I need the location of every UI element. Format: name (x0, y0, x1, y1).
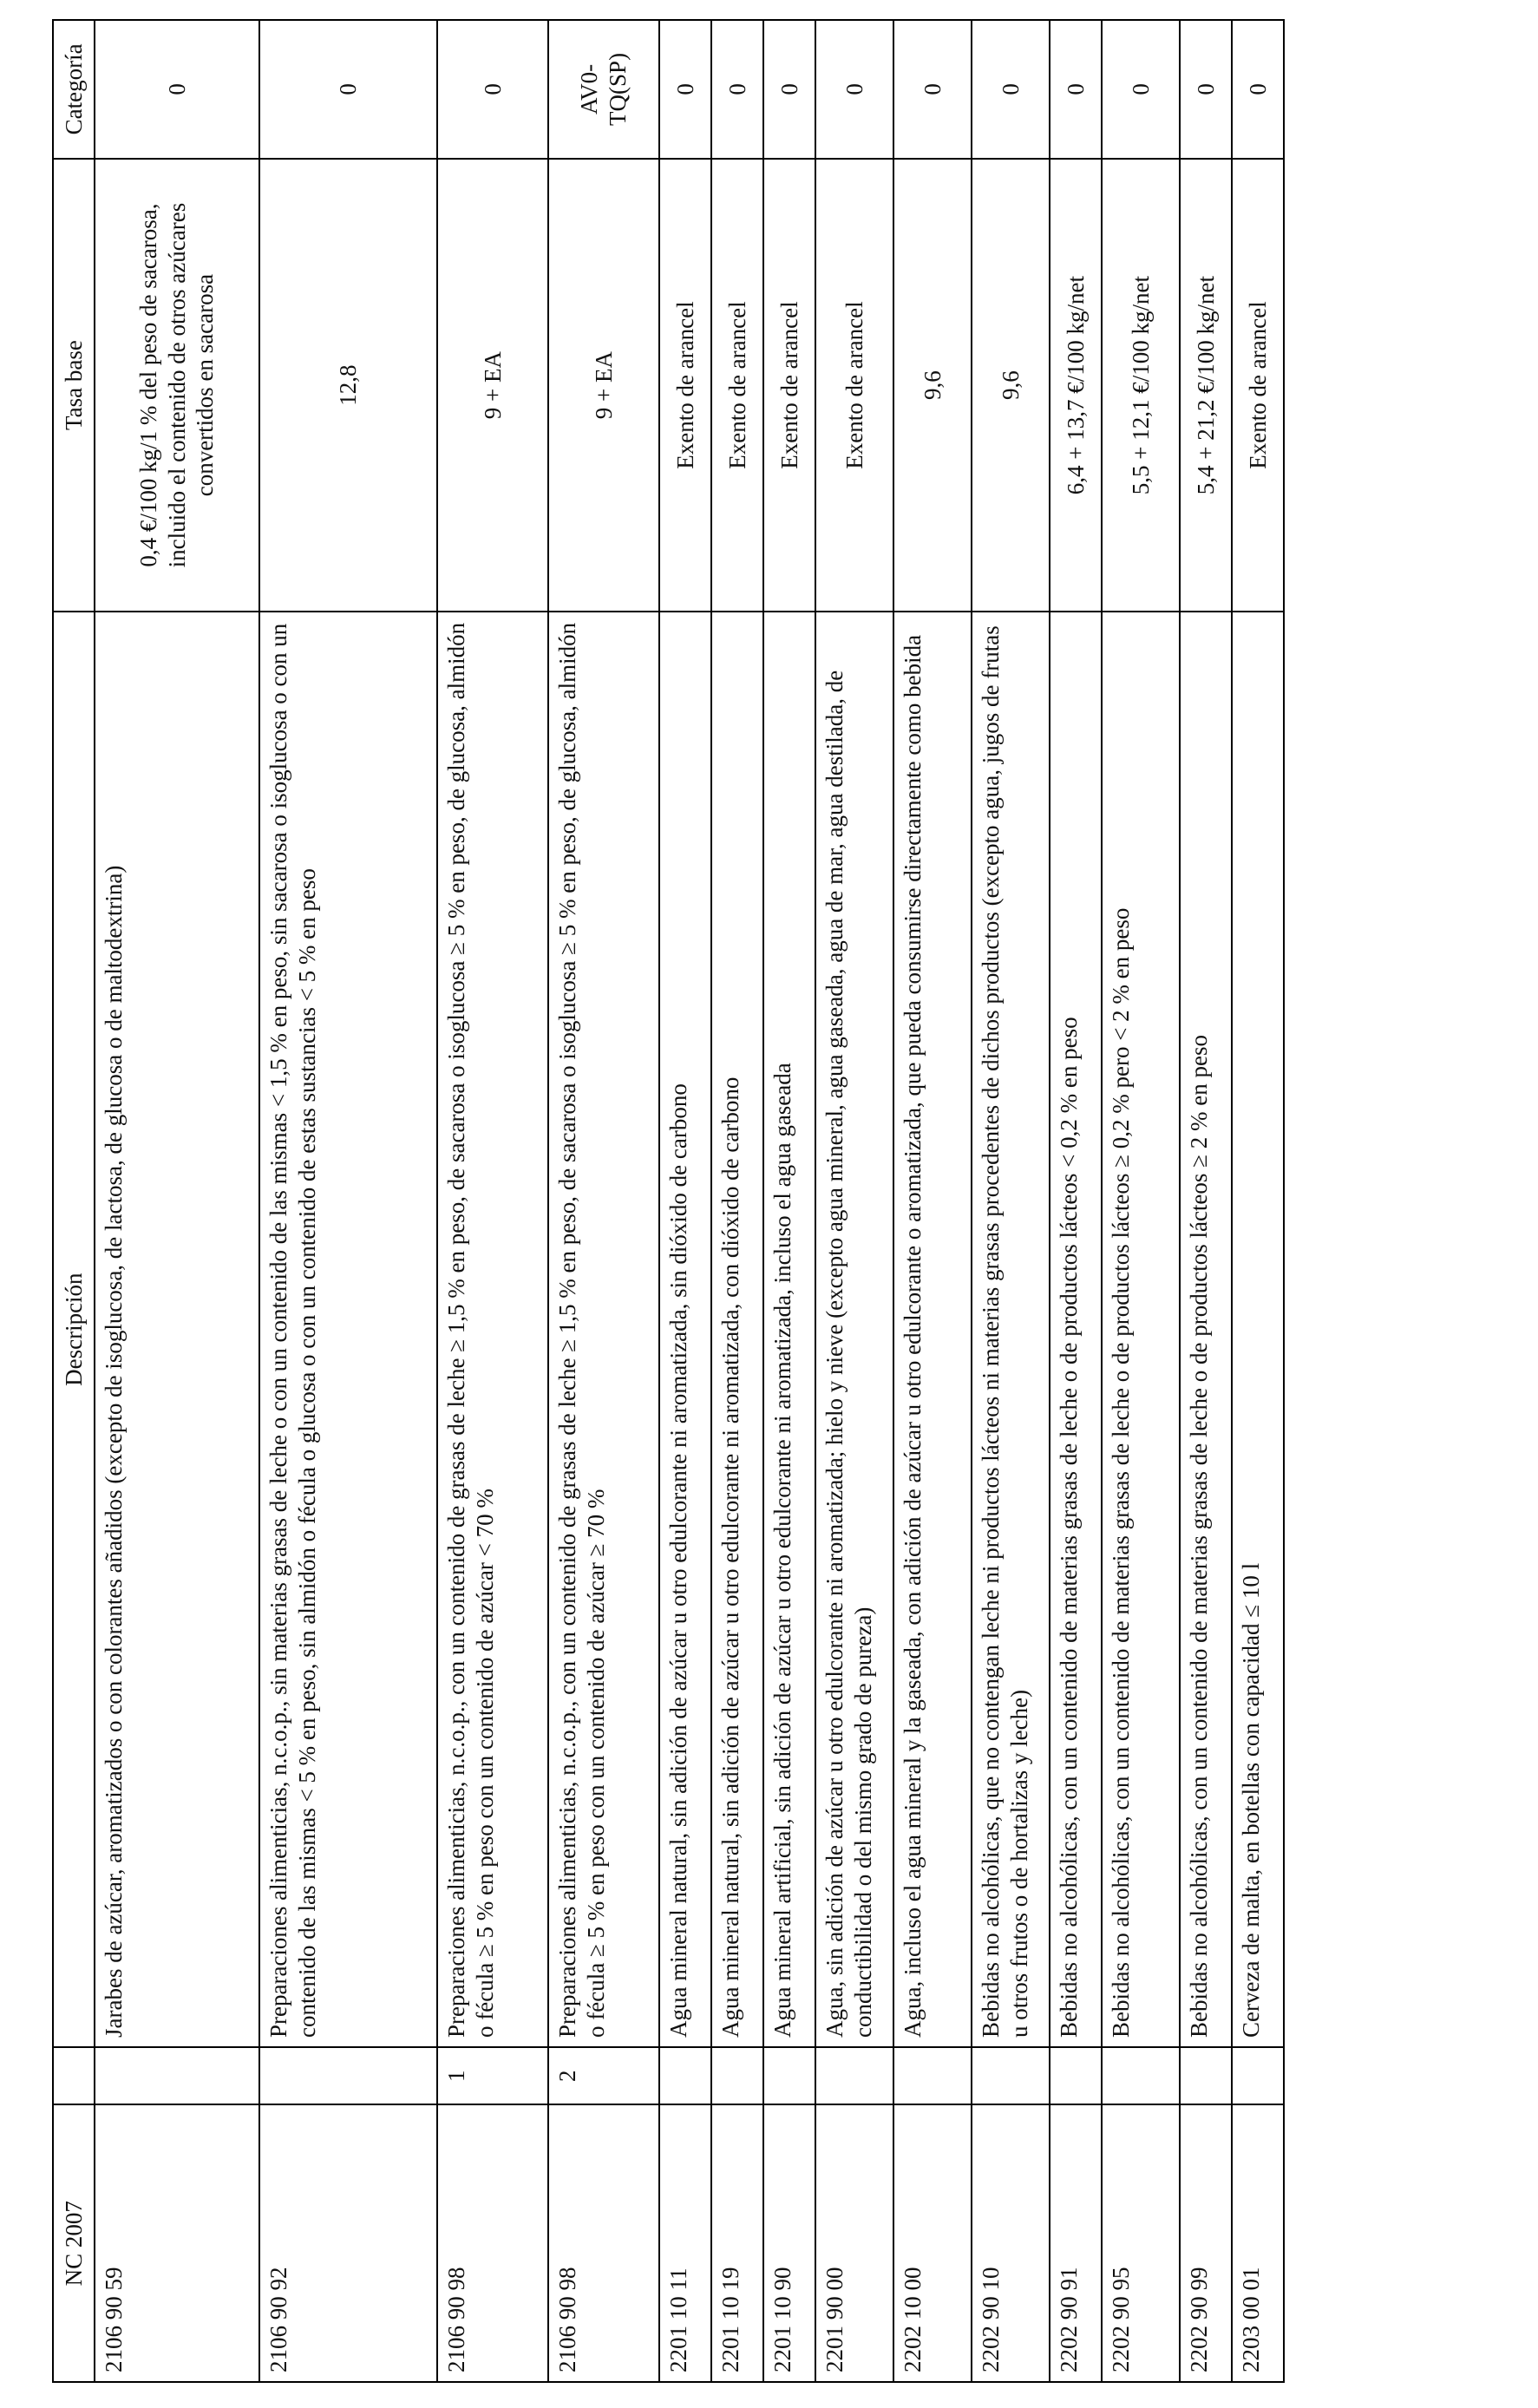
cell-description: Bebidas no alcohólicas, con un contenido de materias grasas de leche o de productos lácteos ≥ 2 % en peso (1180, 612, 1232, 2047)
cell-categoria: 0 (815, 20, 893, 159)
header-nc: NC 2007 (53, 2104, 95, 2382)
cell-sub-index (1180, 2047, 1232, 2104)
cell-categoria: 0 (259, 20, 437, 159)
cell-sub-index (1050, 2047, 1102, 2104)
cell-description: Bebidas no alcohólicas, que no contengan leche ni productos lácteos ni materias grasas procedentes de dichos productos (excepto agua, jugos de frutas u otros frutos o de hortalizas y leche) (972, 612, 1050, 2047)
cell-tasa-base: Exento de arancel (1232, 159, 1284, 612)
table-row (1050, 20, 1102, 2382)
table-row (659, 20, 711, 2382)
cell-nc-code: 2202 90 10 (972, 2104, 1050, 2382)
cell-nc-code: 2201 10 11 (659, 2104, 711, 2382)
cell-tasa-base: Exento de arancel (711, 159, 763, 612)
cell-sub-index (1232, 2047, 1284, 2104)
cell-description: Bebidas no alcohólicas, con un contenido de materias grasas de leche o de productos lácteos < 0,2 % en peso (1050, 612, 1102, 2047)
cell-tasa-base: Exento de arancel (763, 159, 815, 612)
header-categoria: Categoría (53, 20, 95, 159)
tariff-table (52, 19, 1285, 2383)
header-description: Descripción (53, 612, 95, 2047)
cell-sub-index (259, 2047, 437, 2104)
cell-tasa-base: 0,4 €/100 kg/1 % del peso de sacarosa, incluido el contenido de otros azúcares convertidos en sacarosa (95, 159, 259, 612)
table-row (893, 20, 972, 2382)
cell-description: Preparaciones alimenticias, n.c.o.p., con un contenido de grasas de leche ≥ 1,5 % en peso, de sacarosa o isoglucosa ≥ 5 % en peso, de glucosa, almidón o fécula ≥ 5 % en peso con un contenido de azúcar < 70 % (437, 612, 548, 2047)
cell-tasa-base: Exento de arancel (815, 159, 893, 612)
cell-categoria: 0 (763, 20, 815, 159)
cell-sub-index (95, 2047, 259, 2104)
cell-nc-code: 2106 90 59 (95, 2104, 259, 2382)
cell-categoria: 0 (659, 20, 711, 159)
cell-description: Preparaciones alimenticias, n.c.o.p., con un contenido de grasas de leche ≥ 1,5 % en peso, de sacarosa o isoglucosa ≥ 5 % en peso, de glucosa, almidón o fécula ≥ 5 % en peso con un contenido de azúcar ≥ 70 % (548, 612, 659, 2047)
cell-categoria: 0 (893, 20, 972, 159)
cell-categoria: 0 (1050, 20, 1102, 159)
cell-nc-code: 2202 90 99 (1180, 2104, 1232, 2382)
table-row (711, 20, 763, 2382)
cell-tasa-base: 5,4 + 21,2 €/100 kg/net (1180, 159, 1232, 612)
cell-nc-code: 2201 10 19 (711, 2104, 763, 2382)
table-row (95, 20, 259, 2382)
header-sub (53, 2047, 95, 2104)
cell-tasa-base: 9,6 (972, 159, 1050, 612)
table-row (972, 20, 1050, 2382)
cell-tasa-base: 12,8 (259, 159, 437, 612)
cell-tasa-base: 9 + EA (548, 159, 659, 612)
cell-description: Agua, incluso el agua mineral y la gaseada, con adición de azúcar u otro edulcorante o aromatizada, que pueda consumirse directamente como bebida (893, 612, 972, 2047)
table-row (259, 20, 437, 2382)
cell-nc-code: 2202 90 91 (1050, 2104, 1102, 2382)
cell-categoria: 0 (437, 20, 548, 159)
table-row (1180, 20, 1232, 2382)
cell-description: Cerveza de malta, en botellas con capacidad ≤ 10 l (1232, 612, 1284, 2047)
cell-sub-index (711, 2047, 763, 2104)
cell-description: Agua mineral natural, sin adición de azúcar u otro edulcorante ni aromatizada, sin dióxido de carbono (659, 612, 711, 2047)
cell-nc-code: 2106 90 98 (437, 2104, 548, 2382)
cell-categoria: AV0-TQ(SP) (548, 20, 659, 159)
cell-sub-index: 2 (548, 2047, 659, 2104)
table-row (1232, 20, 1284, 2382)
cell-sub-index (972, 2047, 1050, 2104)
cell-description: Bebidas no alcohólicas, con un contenido de materias grasas de leche o de productos lácteos ≥ 0,2 % pero < 2 % en peso (1102, 612, 1180, 2047)
cell-categoria: 0 (1102, 20, 1180, 159)
cell-tasa-base: 6,4 + 13,7 €/100 kg/net (1050, 159, 1102, 612)
cell-tasa-base: Exento de arancel (659, 159, 711, 612)
cell-nc-code: 2201 90 00 (815, 2104, 893, 2382)
cell-description: Agua mineral natural, sin adición de azúcar u otro edulcorante ni aromatizada, con dióxido de carbono (711, 612, 763, 2047)
rotated-page (52, 19, 1271, 2383)
cell-nc-code: 2203 00 01 (1232, 2104, 1284, 2382)
cell-description: Preparaciones alimenticias, n.c.o.p., sin materias grasas de leche o con un contenido de las mismas < 1,5 % en peso, sin sacarosa o isoglucosa o con un contenido de las mismas < 5 % en peso, sin almidón o fécula o glucosa o con un contenido de estas sustancias < 5 % en peso (259, 612, 437, 2047)
cell-nc-code: 2202 10 00 (893, 2104, 972, 2382)
cell-nc-code: 2201 10 90 (763, 2104, 815, 2382)
cell-nc-code: 2106 90 98 (548, 2104, 659, 2382)
cell-nc-code: 2106 90 92 (259, 2104, 437, 2382)
cell-sub-index (659, 2047, 711, 2104)
cell-categoria: 0 (711, 20, 763, 159)
cell-description: Agua mineral artificial, sin adición de azúcar u otro edulcorante ni aromatizada, incluso el agua gaseada (763, 612, 815, 2047)
cell-sub-index (893, 2047, 972, 2104)
table-row (1102, 20, 1180, 2382)
table-row (763, 20, 815, 2382)
cell-sub-index (1102, 2047, 1180, 2104)
cell-sub-index: 1 (437, 2047, 548, 2104)
cell-categoria: 0 (1232, 20, 1284, 159)
cell-description: Jarabes de azúcar, aromatizados o con colorantes añadidos (excepto de isoglucosa, de lactosa, de glucosa o de maltodextrina) (95, 612, 259, 2047)
cell-categoria: 0 (972, 20, 1050, 159)
cell-categoria: 0 (95, 20, 259, 159)
header-row (53, 20, 95, 2382)
cell-sub-index (763, 2047, 815, 2104)
table-row (548, 20, 659, 2382)
cell-tasa-base: 9 + EA (437, 159, 548, 612)
table-row (437, 20, 548, 2382)
header-tasa-base: Tasa base (53, 159, 95, 612)
cell-sub-index (815, 2047, 893, 2104)
table-row (815, 20, 893, 2382)
cell-nc-code: 2202 90 95 (1102, 2104, 1180, 2382)
cell-categoria: 0 (1180, 20, 1232, 159)
cell-description: Agua, sin adición de azúcar u otro edulcorante ni aromatizada; hielo y nieve (excepto agua mineral, agua gaseada, agua de mar, agua destilada, de conductibilidad o del mismo grado de pureza) (815, 612, 893, 2047)
cell-tasa-base: 9,6 (893, 159, 972, 612)
cell-tasa-base: 5,5 + 12,1 €/100 kg/net (1102, 159, 1180, 612)
